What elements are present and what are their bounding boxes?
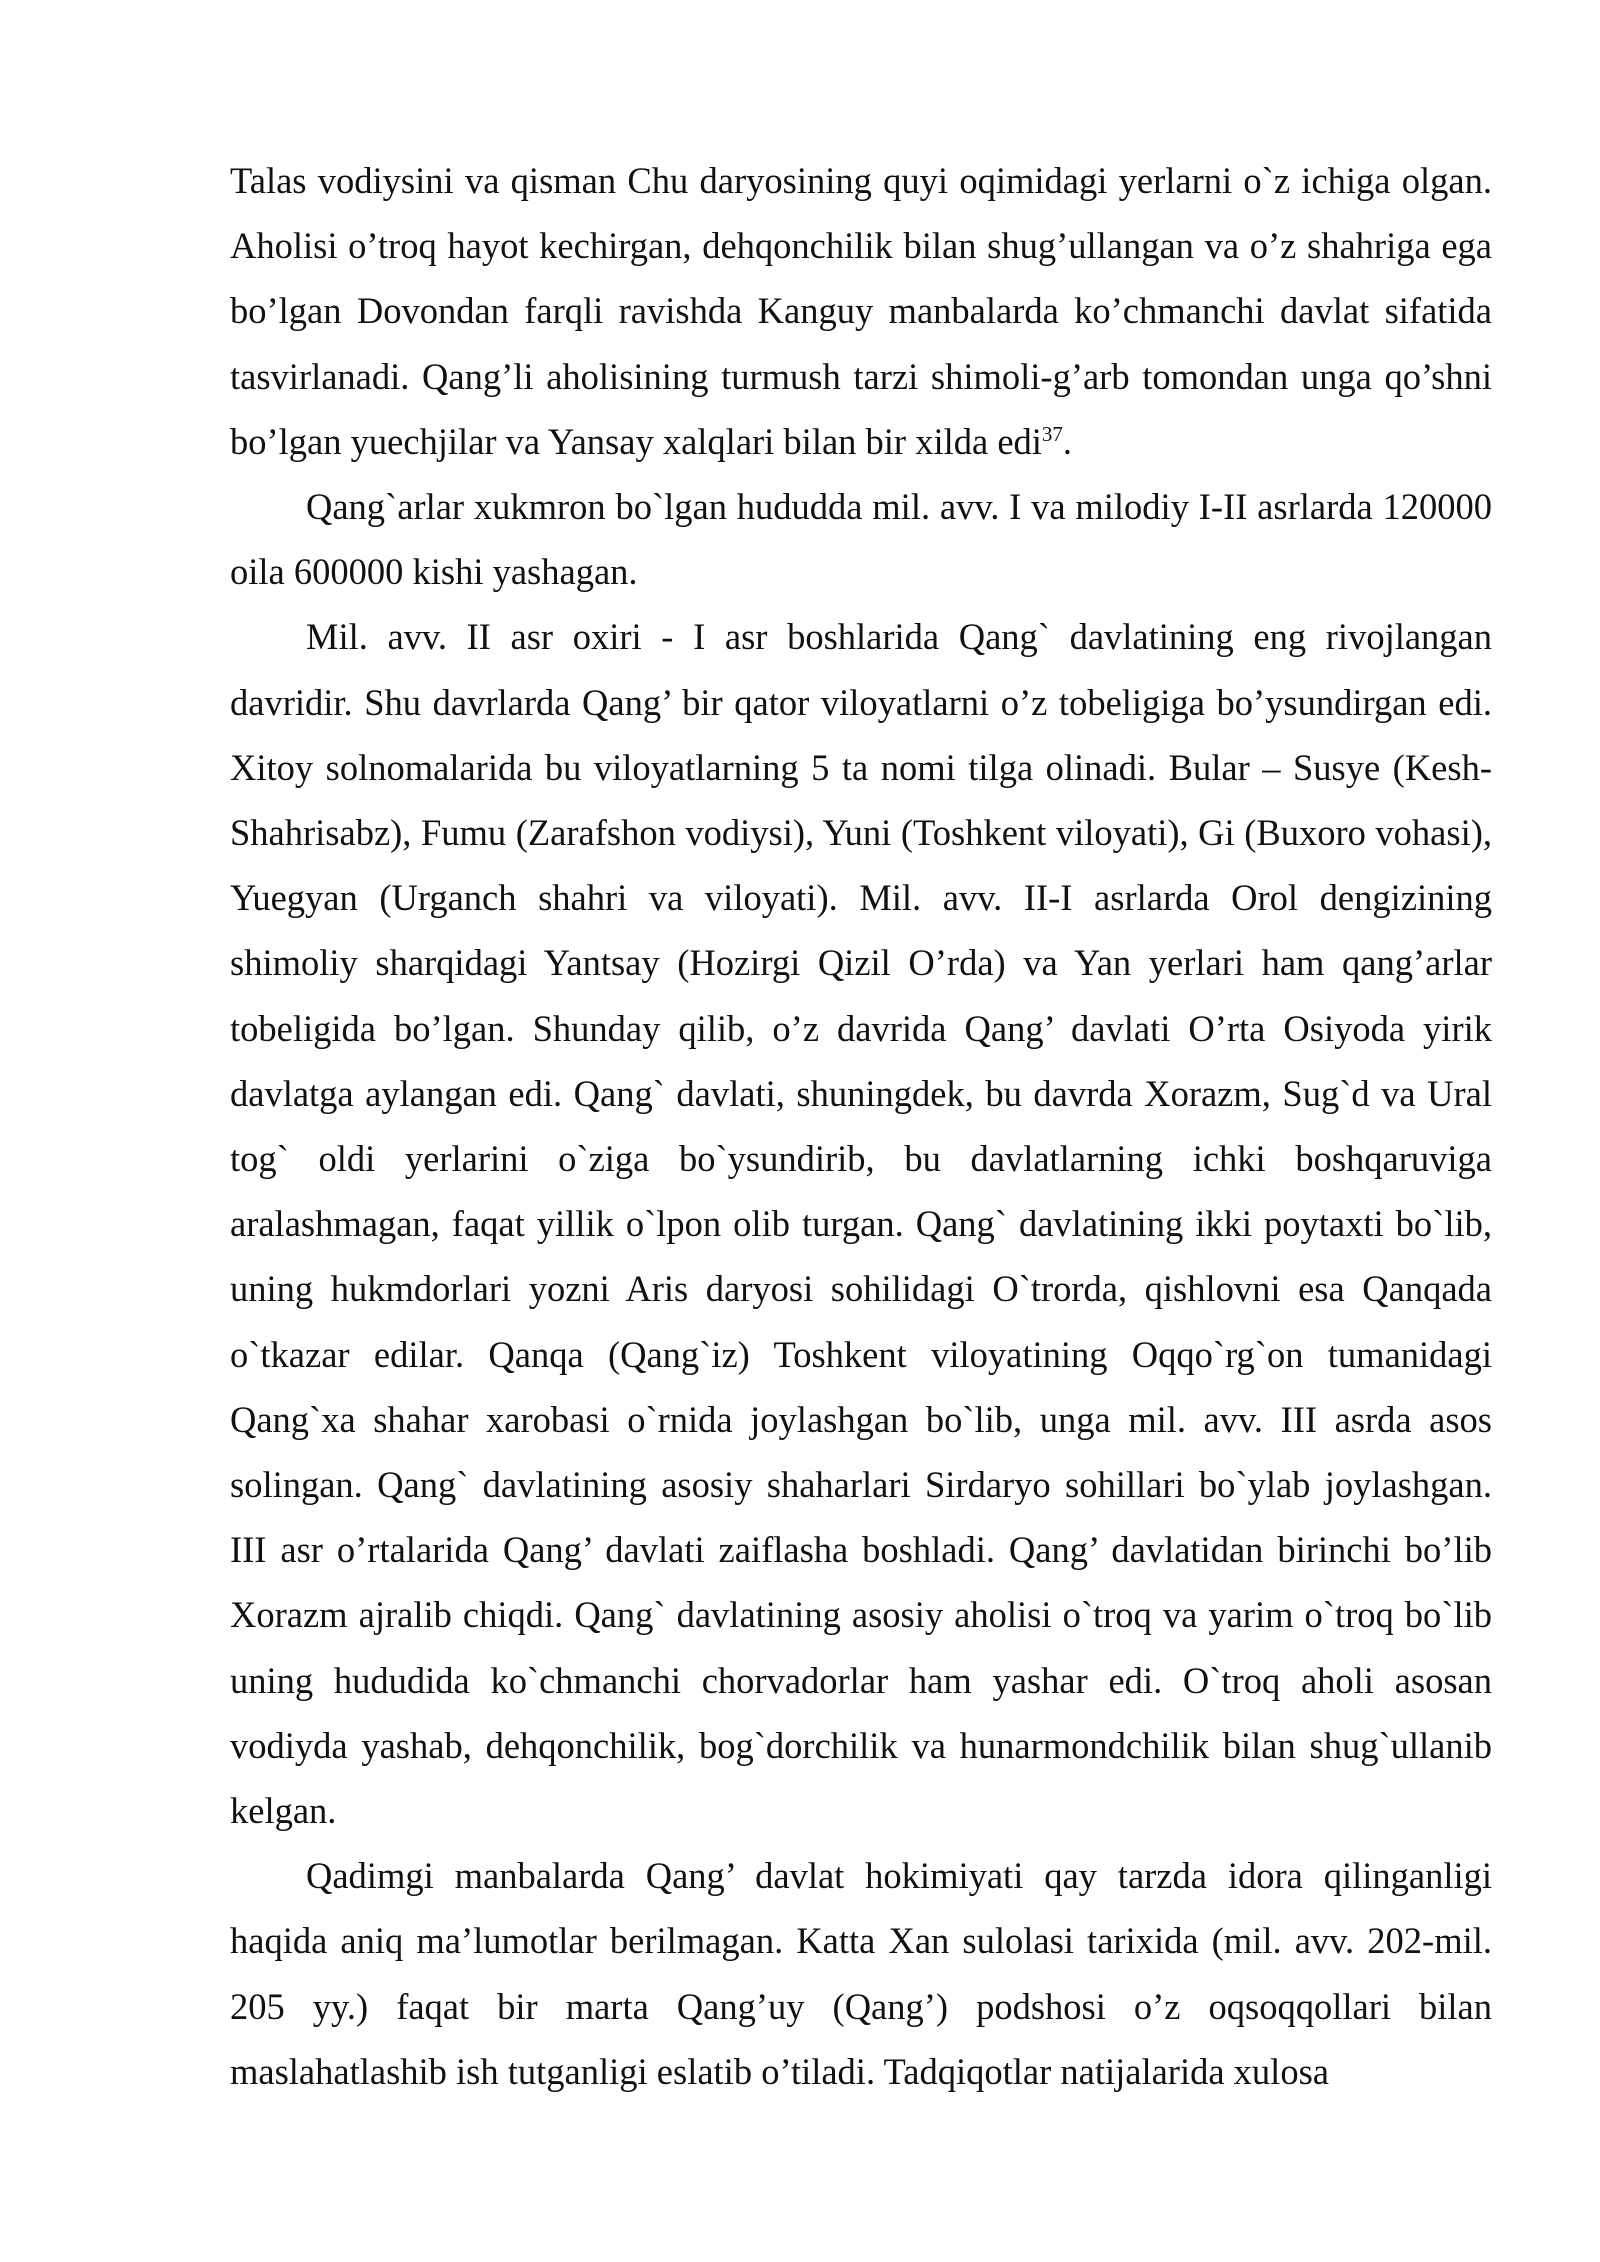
paragraph-4: Qadimgi manbalarda Qang’ davlat hokimiyati qay tarzda idora qilinganligi haqida aniq ma’lumotlar berilmagan. Katta Xan sulolasi tarixida (mil. avv. 202-mil. 205 yy.) faqat bir marta Qang’uy (Qang’) podshosi o’z oqsoqqollari bilan maslahatlashib ish tutganligi eslatib o’tiladi. Tadqiqotlar natijalarida xulosa [230, 1855, 1492, 2092]
document-page [230, 148, 1492, 2104]
footnote-reference[interactable]: 37 [1041, 421, 1063, 446]
paragraph-2: Qang`arlar xukmron bo`lgan hududda mil. avv. I va milodiy I-II asrlarda 120000 oila 600000 kishi yashagan. [230, 486, 1492, 593]
paragraph-1 [230, 148, 1492, 474]
paragraph-3: Mil. avv. II asr oxiri - I asr boshlarida Qang` davlatining eng rivojlangan davridir. Shu davrlarda Qang’ bir qator viloyatlarni o’z tobeligiga bo’ysundirgan edi. Xitoy solnomalarida bu viloyatlarning 5 ta nomi tilga olinadi. Bular – Susye (Kesh-Shahrisabz), Fumu (Zarafshon vodiysi), Yuni (Toshkent viloyati), Gi (Buxoro vohasi), Yuegyan (Urganch shahri va viloyati). Mil. avv. II-I asrlarda Orol dengizining shimoliy sharqidagi Yantsay (Hozirgi Qizil O’rda) va Yan yerlari ham qang’arlar tobeligida bo’lgan. Shunday qilib, o’z davrida Qang’ davlati O’rta Osiyoda yirik davlatga aylangan edi. Qang` davlati, shuningdek, bu davrda Xorazm, Sug`d va Ural tog` oldi yerlarini o`ziga bo`ysundirib, bu davlatlarning ichki boshqaruviga aralashmagan, faqat yillik o`lpon olib turgan. Qang` davlatining ikki poytaxti bo`lib, uning hukmdorlari yozni Aris daryosi sohilidagi O`trorda, qishlovni esa Qanqada o`tkazar edilar. Qanqa (Qang`iz) Toshkent viloyatining Oqqo`rg`on tumanidagi Qang`xa shahar xarobasi o`rnida joylashgan bo`lib, unga mil. avv. III asrda asos solingan. Qang` davlatining asosiy shaharlari Sirdaryo sohillari bo`ylab joylashgan. III asr o’rtalarida Qang’ davlati zaiflasha boshladi. Qang’ davlatidan birinchi bo’lib Xorazm ajralib chiqdi. Qang` davlatining asosiy aholisi o`troq va yarim o`troq bo`lib uning hududida ko`chmanchi chorvadorlar ham yashar edi. O`troq aholi asosan vodiyda yashab, dehqonchilik, bog`dorchilik va hunarmondchilik bilan shug`ullanib kelgan. [230, 616, 1492, 1832]
paragraph-1-tail: . [1062, 420, 1073, 462]
paragraph-1-text: Talas vodiysini va qisman Chu daryosining quyi oqimidagi yerlarni o`z ichiga olgan. Aholisi o’troq hayot kechirgan, dehqonchilik bilan shug’ullangan va o’z shahriga ega bo’lgan Dovondan farqli ravishda Kanguy manbalarda ko’chmanchi davlat sifatida tasvirlanadi. Qang’li aholisining turmush tarzi shimoli-g’arb tomondan unga qo’shni bo’lgan yuechjilar va Yansay xalqlari bilan bir xilda edi [230, 160, 1492, 462]
